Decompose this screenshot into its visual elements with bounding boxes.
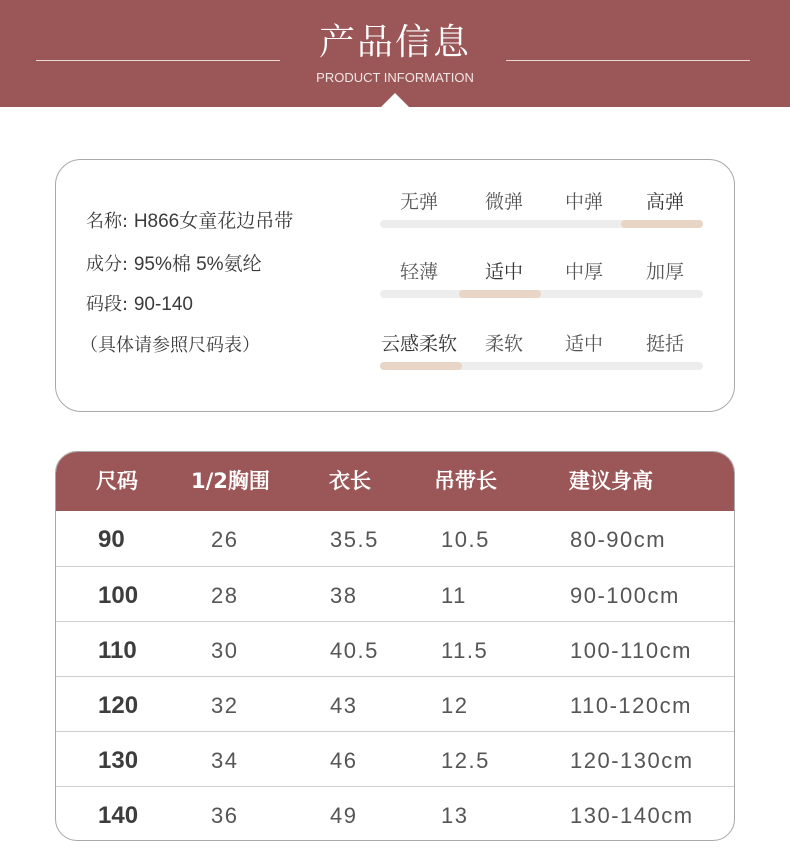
- scale-thickness-option-1: 适中: [484, 261, 523, 283]
- scale-thickness: [379, 257, 704, 301]
- cell-size: 100: [98, 582, 139, 609]
- table-row: [56, 566, 734, 621]
- cell-suggested-height: 120-130cm: [570, 748, 694, 773]
- product-name-value: H866女童花边吊带: [133, 211, 294, 232]
- table-row: [56, 621, 734, 676]
- cell-length: 49: [330, 803, 358, 828]
- table-row: [56, 786, 734, 841]
- cell-half-chest: 36: [211, 803, 239, 828]
- page-subtitle: PRODUCT INFORMATION: [316, 70, 474, 85]
- header-banner: [0, 0, 790, 107]
- product-info-card: [55, 159, 735, 412]
- scale-elasticity-track: [380, 220, 703, 228]
- scale-elasticity-option-0: 无弹: [399, 191, 438, 213]
- cell-suggested-height: 130-140cm: [570, 803, 694, 828]
- product-name-label: 名称:: [86, 211, 129, 232]
- cell-strap-length: 10.5: [441, 527, 490, 552]
- page-title: 产品信息: [318, 22, 471, 63]
- scale-softness-option-0: 云感柔软: [380, 333, 457, 355]
- cell-strap-length: 12: [441, 693, 469, 718]
- size-table: [55, 451, 735, 841]
- cell-length: 46: [330, 748, 358, 773]
- composition-label: 成分:: [86, 254, 129, 275]
- scale-thickness-option-2: 中厚: [564, 261, 603, 283]
- size-range-label: 码段:: [86, 294, 129, 315]
- cell-length: 38: [330, 583, 358, 608]
- size-range-value: 90-140: [133, 294, 193, 315]
- cell-suggested-height: 100-110cm: [570, 638, 692, 663]
- size-chart-note: （具体请参照尺码表）: [80, 335, 260, 356]
- cell-size: 90: [98, 526, 125, 553]
- scale-elasticity-option-3: 高弹: [645, 191, 684, 213]
- cell-suggested-height: 90-100cm: [570, 583, 680, 608]
- cell-strap-length: 11.5: [441, 638, 489, 663]
- header-size: 尺码: [96, 469, 138, 493]
- cell-suggested-height: 80-90cm: [570, 527, 667, 552]
- scale-softness-option-1: 柔软: [484, 333, 523, 355]
- header-suggested-height: 建议身高: [569, 469, 653, 493]
- scale-softness: [379, 329, 704, 373]
- header-half-chest: 1/2胸围: [191, 469, 270, 493]
- product-name-line: [86, 206, 293, 233]
- cell-half-chest: 34: [211, 748, 239, 773]
- cell-length: 40.5: [330, 638, 379, 663]
- cell-half-chest: 32: [211, 693, 239, 718]
- scale-thickness-option-0: 轻薄: [399, 261, 438, 283]
- composition-line: [86, 249, 262, 276]
- table-row: [56, 676, 734, 731]
- cell-size: 140: [98, 802, 139, 829]
- cell-length: 35.5: [330, 527, 379, 552]
- header-length: 衣长: [329, 469, 371, 493]
- size-table-header: [56, 452, 734, 511]
- cell-half-chest: 28: [211, 583, 239, 608]
- cell-strap-length: 11: [441, 583, 467, 608]
- scale-thickness-indicator: [459, 290, 541, 298]
- cell-suggested-height: 110-120cm: [570, 693, 692, 718]
- cell-length: 43: [330, 693, 358, 718]
- header-notch: [381, 93, 409, 107]
- table-row: [56, 731, 734, 786]
- scale-elasticity-option-1: 微弹: [484, 191, 523, 213]
- scale-elasticity-option-2: 中弹: [564, 191, 603, 213]
- scale-softness-option-3: 挺括: [645, 333, 684, 355]
- cell-strap-length: 13: [441, 803, 469, 828]
- cell-size: 130: [98, 747, 139, 774]
- scale-softness-indicator: [380, 362, 462, 370]
- cell-strap-length: 12.5: [441, 748, 490, 773]
- cell-half-chest: 26: [211, 527, 239, 552]
- table-row: [56, 511, 734, 566]
- scale-thickness-track: [380, 290, 703, 298]
- scale-softness-track: [380, 362, 703, 370]
- scale-thickness-option-3: 加厚: [645, 261, 684, 283]
- size-range-line: [86, 290, 193, 316]
- cell-half-chest: 30: [211, 638, 239, 663]
- header-strap-length: 吊带长: [434, 469, 497, 493]
- composition-value: 95%棉 5%氨纶: [133, 254, 262, 275]
- cell-size: 120: [98, 692, 139, 719]
- cell-size: 110: [98, 637, 137, 664]
- scale-elasticity: [379, 187, 704, 231]
- scale-elasticity-indicator: [621, 220, 703, 228]
- scale-softness-option-2: 适中: [564, 333, 603, 355]
